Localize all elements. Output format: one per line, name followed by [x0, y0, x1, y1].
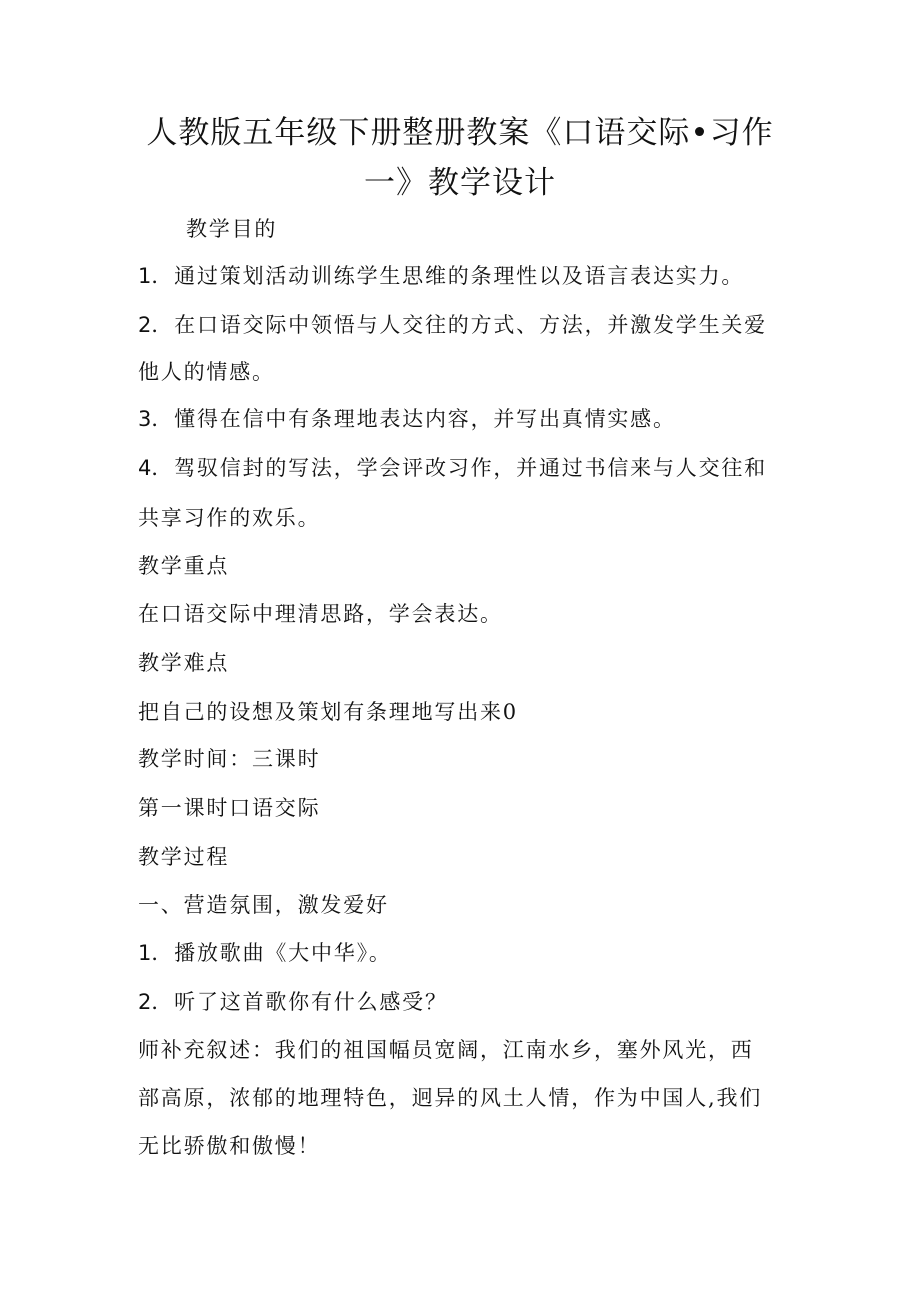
objective-4-continuation: 共享习作的欢乐。: [138, 506, 321, 530]
step-1-number: 1: [138, 941, 152, 965]
objective-3: [138, 407, 676, 431]
heading-process: 教学过程: [138, 845, 230, 869]
objective-3-text: ．懂得在信中有条理地表达内容，并写出真情实感。: [151, 407, 676, 431]
heading-difficulty: 教学难点: [138, 651, 230, 675]
step-2-number: 2: [138, 990, 152, 1014]
lesson-one-title: 第一课时口语交际: [138, 796, 321, 820]
objective-2-continuation: 他人的情感。: [138, 360, 275, 384]
difficulty-text: 把自己的设想及策划有条理地写出来0: [138, 700, 518, 724]
document-title: [138, 108, 782, 208]
title-line-2: 一》教学设计: [364, 165, 556, 201]
step-1: [138, 941, 392, 965]
objective-1-number: 1: [138, 264, 152, 288]
objective-1-text: ．通过策划活动训练学生思维的条理性以及语言表达实力。: [151, 264, 745, 288]
objective-4-text: ．驾驭信封的写法，学会评改习作，并通过书信来与人交往和: [151, 456, 767, 480]
objective-1: [138, 264, 744, 288]
heading-objective: 教学目的: [186, 217, 278, 241]
step-2-text: ．听了这首歌你有什么感受？: [151, 990, 448, 1014]
objective-4-number: 4: [138, 456, 152, 480]
objective-3-number: 3: [138, 407, 152, 431]
objective-2-number: 2: [138, 313, 152, 337]
title-line-1: 人教版五年级下册整册教案《口语交际•习作: [146, 115, 774, 151]
heading-key-point: 教学重点: [138, 554, 230, 578]
key-point-text: 在口语交际中理清思路，学会表达。: [138, 602, 503, 626]
step-1-text: ．播放歌曲《大中华》。: [151, 941, 392, 965]
teaching-time: 教学时间：三课时: [138, 747, 321, 771]
narration-line-2: 部高原，浓郁的地理特色，迥异的风土人情，作为中国人,我们: [138, 1086, 763, 1110]
objective-2: [138, 313, 767, 337]
section-one-title: 一、营造氛围，激发爱好: [138, 893, 389, 917]
objective-4: [138, 456, 767, 480]
narration-line-1: 师补充叙述：我们的祖国幅员宽阔，江南水乡，塞外风光，西: [138, 1038, 754, 1062]
step-2: [138, 990, 448, 1014]
narration-line-3: 无比骄傲和傲慢！: [138, 1134, 321, 1158]
objective-2-text: ．在口语交际中领悟与人交往的方式、方法，并激发学生关爱: [151, 313, 767, 337]
